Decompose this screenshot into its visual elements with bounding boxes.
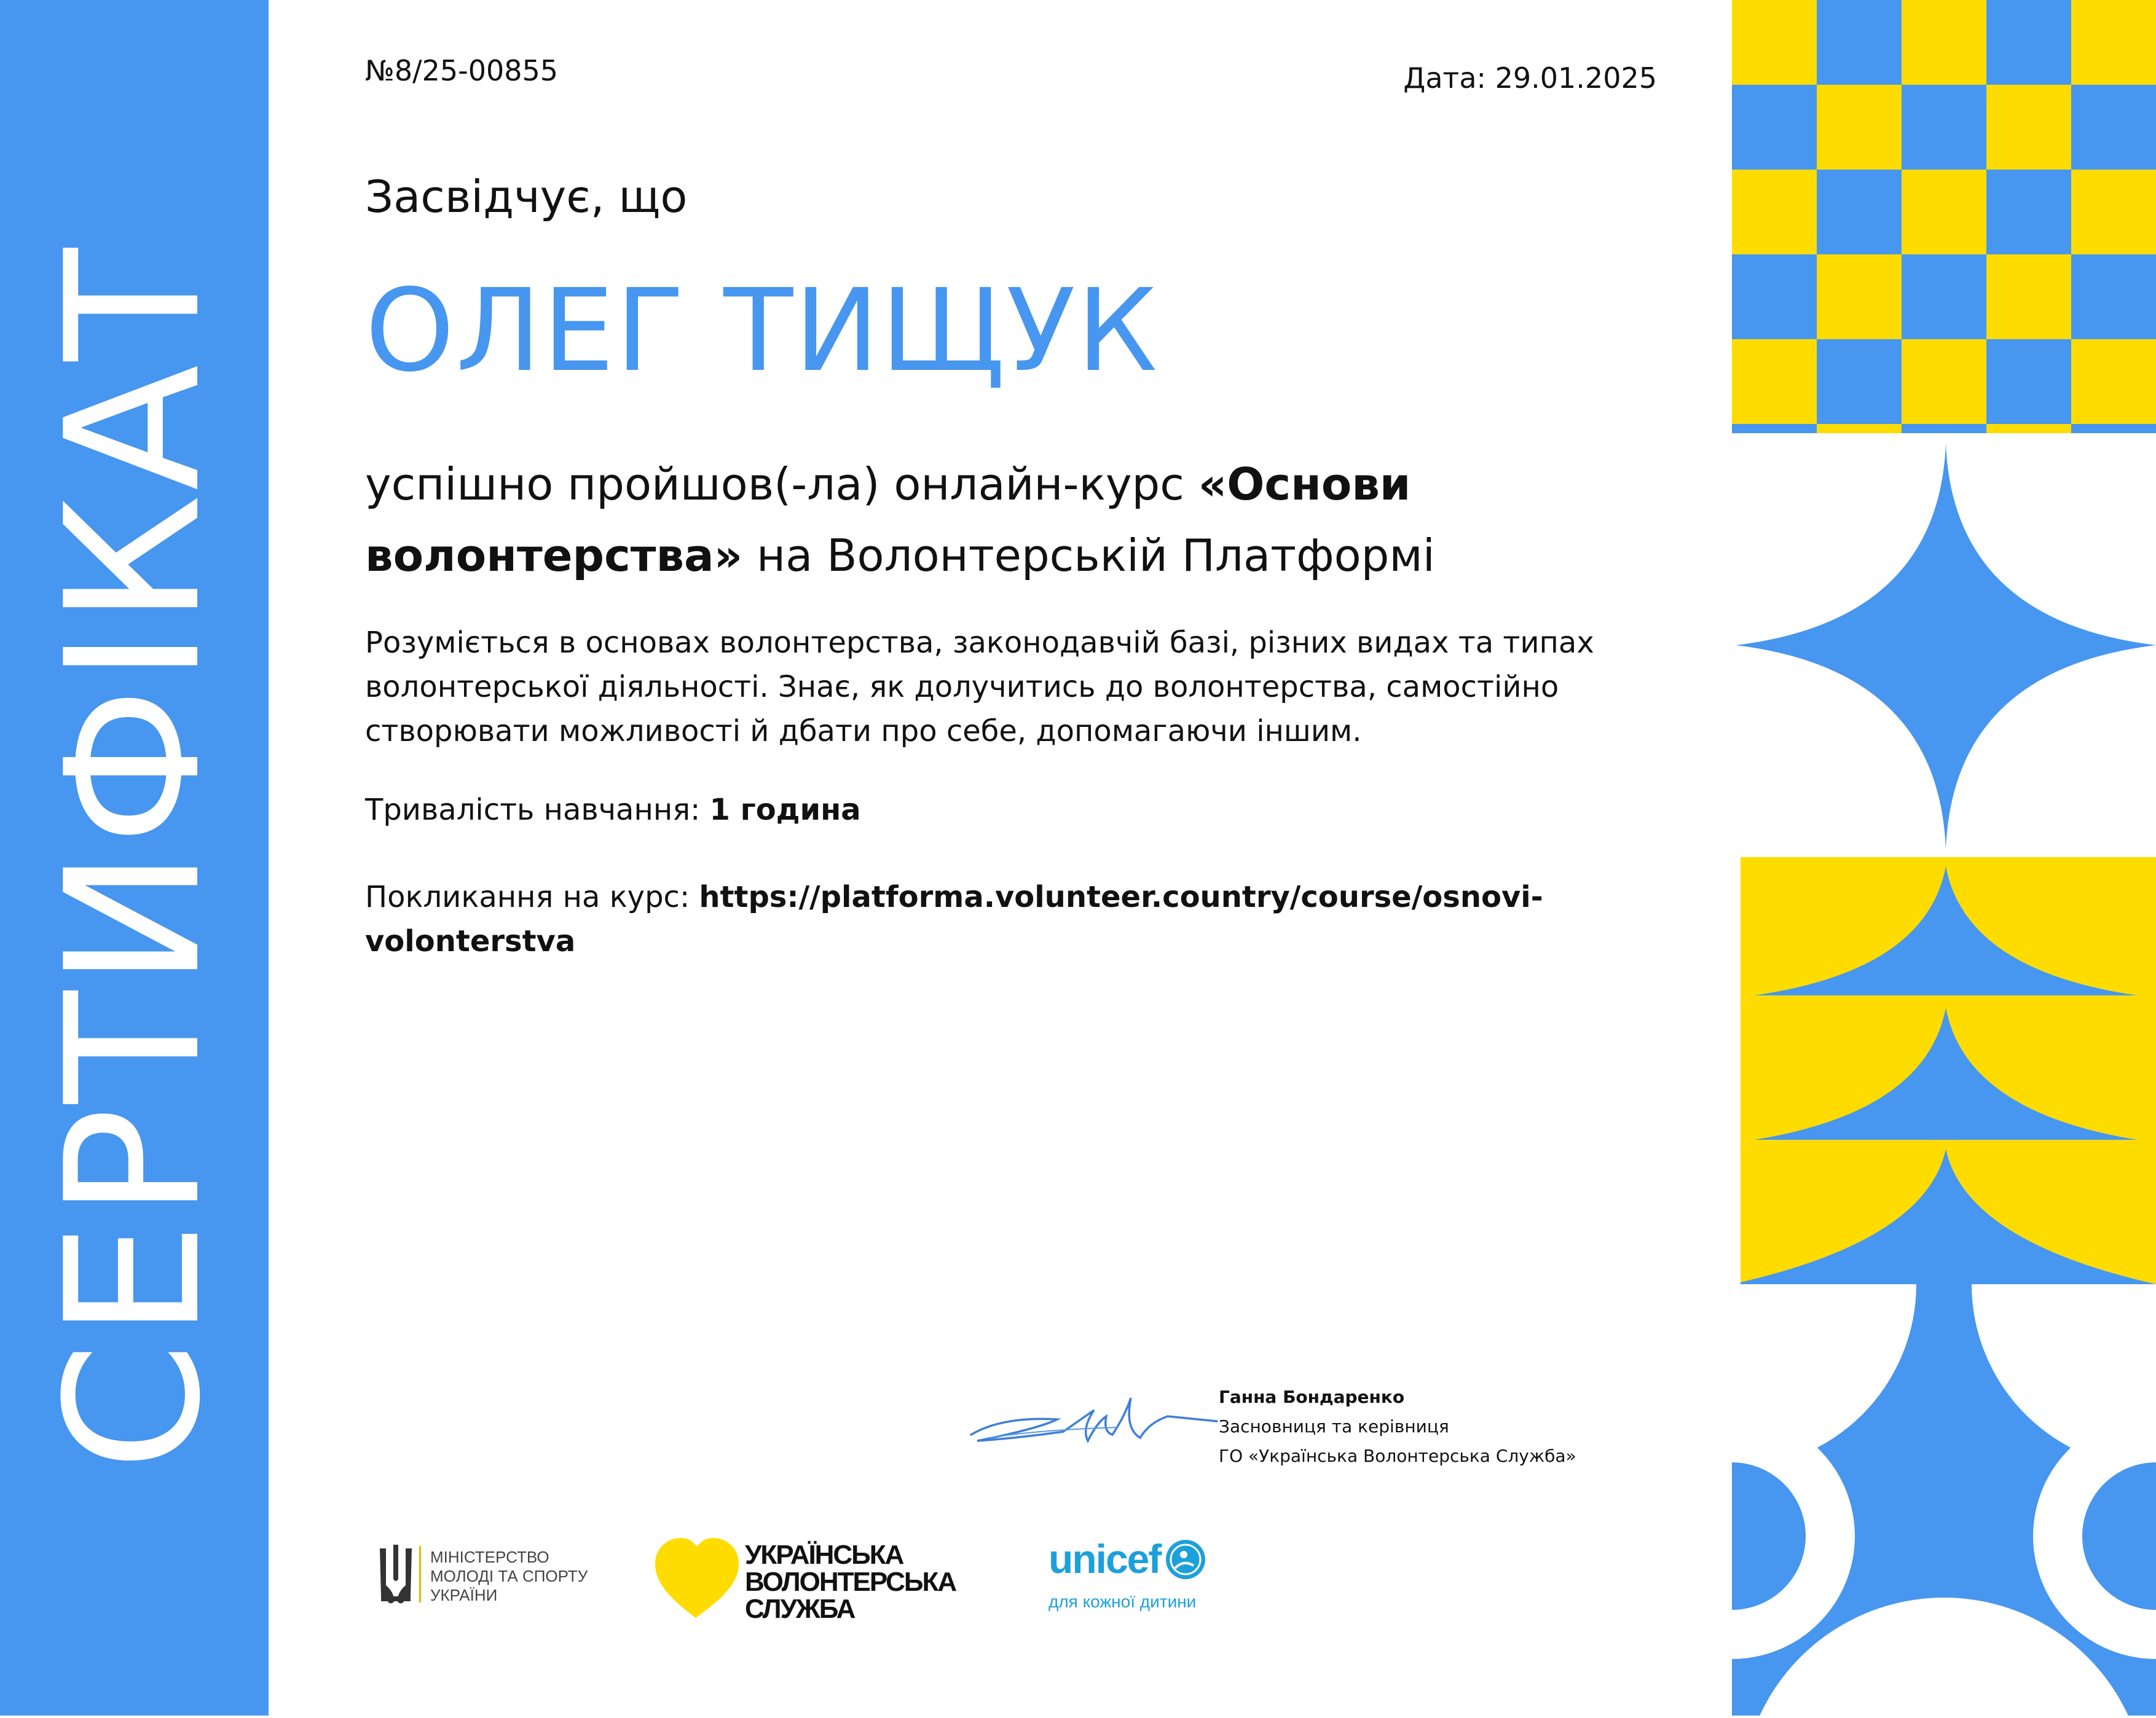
checker-cell [1817,85,1902,170]
checker-cell [2071,170,2156,254]
signer-name: Ганна Бондаренко [1219,1387,1405,1407]
checker-cell [2071,339,2156,424]
checker-cell [1986,254,2071,339]
course-link [365,875,1686,963]
checker-cell [1902,339,1986,424]
signer-role: Засновниця та керівниця [1219,1416,1449,1437]
course-link-url[interactable]: https://platforma.volunteer.country/course/osnovi-volonterstva [365,880,1543,959]
uvs-logo [653,1533,1009,1628]
duration [365,793,861,827]
svg-text:УКРАЇНСЬКА: УКРАЇНСЬКА [745,1540,903,1570]
decorative-pattern [1732,0,2156,1716]
heart-icon [655,1538,739,1618]
vertical-title: СЕРТИФІКАТ [26,245,241,1471]
svg-text:СЛУЖБА: СЛУЖБА [745,1594,855,1624]
course-name: «Основи волонтерства» [365,458,1411,581]
checker-cell [2071,0,2156,85]
ministry-logo [375,1542,608,1612]
checker-cell [1817,254,1902,339]
completion-prefix: успішно пройшов(-ла) онлайн-курс [365,458,1198,510]
svg-text:МІНІСТЕРСТВО: МІНІСТЕРСТВО [430,1548,549,1566]
svg-text:МОЛОДІ ТА СПОРТУ: МОЛОДІ ТА СПОРТУ [430,1567,588,1585]
svg-text:ВОЛОНТЕРСЬКА: ВОЛОНТЕРСЬКА [745,1567,956,1597]
checker-cell [1902,0,1986,85]
duration-value: 1 година [709,793,861,827]
unicef-emblem-icon [1166,1540,1205,1579]
trident-icon [380,1545,412,1603]
signer-org: ГО «Українська Волонтерська Служба» [1219,1446,1576,1466]
completion-suffix: на Волонтерській Платформі [742,530,1435,581]
checkerboard-pattern [1732,0,2156,509]
signature-image [965,1373,1223,1462]
decorative-pattern-graphic [1732,0,2156,1716]
unicef-logo [1047,1536,1244,1618]
svg-text:unicef: unicef [1048,1536,1161,1582]
course-link-label: Покликання на курс: [365,880,699,914]
certificate-number: №8/25-00855 [365,54,559,87]
checker-cell [1902,170,1986,254]
certificate-date: Дата: 29.01.2025 [1403,61,1657,95]
intro-text: Засвідчує, що [365,171,688,222]
checker-cell [1732,170,1817,254]
course-description: Розуміється в основах волонтерства, законодавчій базі, різних видах та типах волонтерської діяльності. Знає, як долучитись до волонтерства, самостійно створювати можливості й дбати про себе, допомагаючи іншим. [365,626,1594,748]
checker-cell [1732,0,1817,85]
checker-cell [1986,85,2071,170]
duration-label: Тривалість навчання: [365,793,710,827]
recipient-name: ОЛЕГ ТИЩУК [365,264,1159,397]
arch-pattern [1732,857,2156,1284]
star-pattern [1732,444,2156,849]
completion-statement [365,449,1533,591]
checker-cell [1732,339,1817,424]
signer-block [1219,1383,1576,1471]
vertical-title-band [0,0,269,1716]
svg-text:УКРАЇНИ: УКРАЇНИ [430,1586,498,1604]
svg-text:для кожної дитини: для кожної дитини [1048,1592,1197,1611]
